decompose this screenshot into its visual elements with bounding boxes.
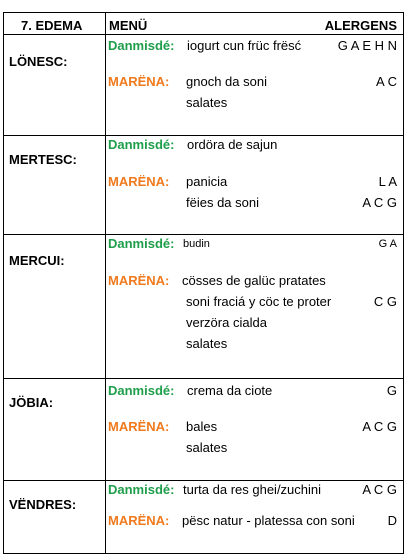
first-dish: iogurt cun früc frësć <box>187 38 302 53</box>
first-meal-label: Danmisdé: <box>108 137 175 152</box>
first-allergens: G A E H N <box>337 38 397 53</box>
second-dish-line: gnoch da soni <box>186 74 267 89</box>
table-border-right <box>403 12 404 554</box>
second-dish-line: panicia <box>186 174 228 189</box>
row-divider <box>3 378 404 379</box>
second-dish-line: cösses de galüc pratates <box>182 273 326 288</box>
row-divider <box>3 480 404 481</box>
second-allergens: D <box>387 513 397 528</box>
first-allergens: G <box>386 383 397 398</box>
menu-table <box>3 12 404 554</box>
second-allergens: C G <box>373 294 397 309</box>
second-dish-line: pësc natur - platessa con soni <box>182 513 355 528</box>
first-dish: budin <box>183 238 210 250</box>
second-meal-label: MARËNA: <box>108 74 170 89</box>
second-allergens: A C <box>376 74 397 89</box>
table-column-divider <box>105 12 106 554</box>
second-allergens: A C G <box>362 419 397 434</box>
day-name: LÖNESC: <box>9 54 68 69</box>
second-dish-line: salates <box>186 336 228 351</box>
second-meal-label: MARËNA: <box>108 513 170 528</box>
menu-heading: MENÜ <box>109 18 148 33</box>
second-meal-label: MARËNA: <box>108 174 170 189</box>
second-meal-label: MARËNA: <box>108 273 170 288</box>
row-divider <box>3 135 404 136</box>
day-name: MERTESC: <box>9 152 77 167</box>
first-meal-label: Danmisdé: <box>108 38 175 53</box>
first-dish: crema da ciote <box>187 383 273 398</box>
row-divider <box>3 234 404 235</box>
second-dish-line: soni fraciá y cöc te proter <box>186 294 332 309</box>
second-dish-line: salates <box>186 440 228 455</box>
first-allergens: G A <box>378 238 397 250</box>
second-dish-line: bales <box>186 419 218 434</box>
second-dish-line: salates <box>186 95 228 110</box>
first-meal-label: Danmisdé: <box>108 482 175 497</box>
day-name: VËNDRES: <box>9 497 77 512</box>
header-divider <box>3 34 404 35</box>
first-meal-label: Danmisdé: <box>108 383 175 398</box>
first-dish: turta da res ghei/zuchini <box>183 482 322 497</box>
first-allergens: A C G <box>362 482 397 497</box>
table-border-bottom <box>3 553 404 554</box>
day-name: JÖBIA: <box>9 395 54 410</box>
allergens-heading: ALERGENS <box>324 18 397 33</box>
second-dish-line: fëies da soni <box>186 195 259 210</box>
table-border-left <box>3 12 4 554</box>
second-meal-label: MARËNA: <box>108 419 170 434</box>
table-border-top <box>3 12 404 13</box>
second-allergens: A C G <box>362 195 397 210</box>
second-dish-line: verzöra cialda <box>186 315 267 330</box>
second-allergens: L A <box>378 174 397 189</box>
first-dish: ordöra de sajun <box>187 137 278 152</box>
first-meal-label: Danmisdé: <box>108 236 175 251</box>
week-heading: 7. EDEMA <box>21 18 83 33</box>
day-name: MERCUI: <box>9 253 65 268</box>
